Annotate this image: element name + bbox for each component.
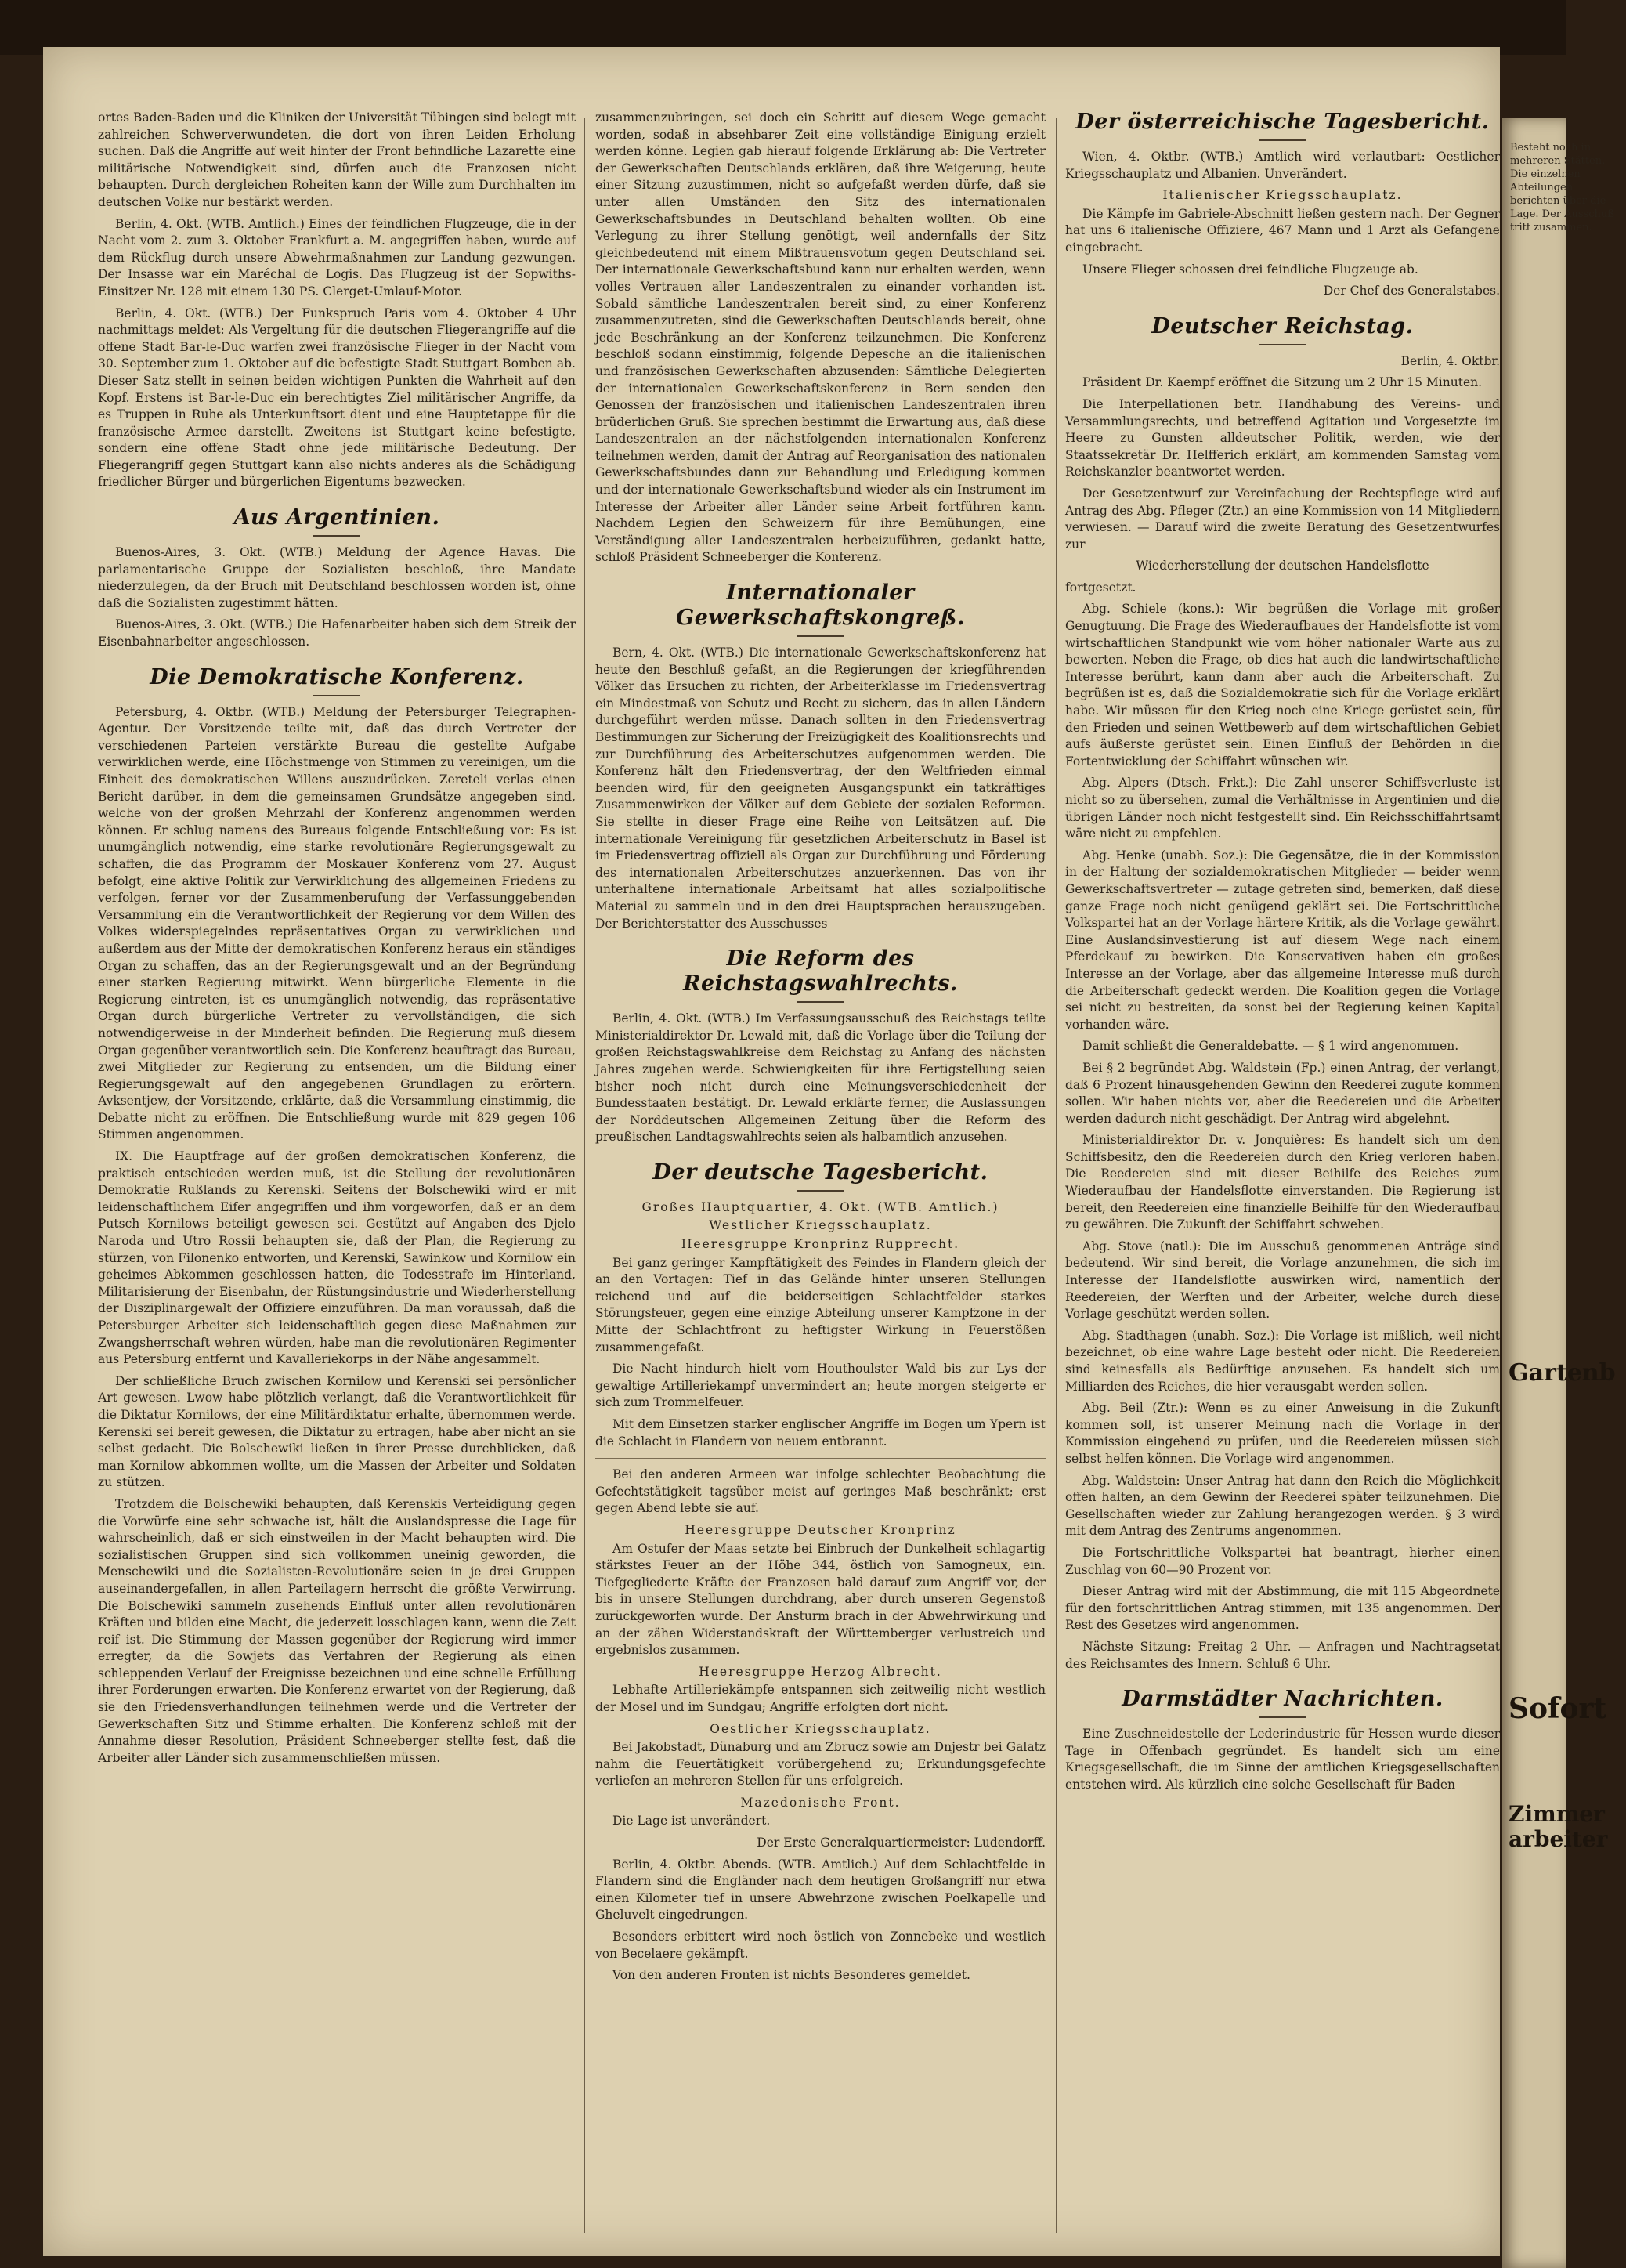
headline-reichstagswahlrecht: Die Reform des Reichstagswahlrechts. — [595, 946, 1046, 1003]
article-text: Der Gesetzentwurf zur Vereinfachung der Rechtspflege wird auf Antrag des Abg. Pfleger (Ztr.) an eine Kommission von 14 Mitgliedern verwiesen. — Darauf wird die zweite Beratung des Gesetzentwurfes zur — [1065, 486, 1500, 552]
subheading: Westlicher Kriegsschauplatz. — [709, 1218, 932, 1233]
subheading: Mazedonische Front. — [740, 1795, 901, 1810]
article-text: Bei § 2 begründet Abg. Waldstein (Fp.) einen Antrag, der verlangt, daß 6 Prozent hinausgehenden Gewinn den Reederei zugute kommen sollen. Wir haben nichts vor, aber die Reedereien und die Arbeiter werden dadurch nicht geschädigt. Der Antrag wird abgelehnt. — [1065, 1060, 1500, 1126]
adjacent-ad-heading: Gartenb — [1509, 1359, 1616, 1387]
adjacent-page-edge — [1502, 118, 1616, 2268]
signature: Der Chef des Generalstabes. — [1323, 284, 1500, 298]
column-rule-2 — [1056, 118, 1057, 2233]
article-text: Berlin, 4. Okt. (WTB. Amtlich.) Eines der feindlichen Flugzeuge, die in der Nacht vom 2. zum 3. Oktober Frankfurt a. M. angegriffen haben, wurde auf dem Rückflug durch unsere Abwehrmaßnahmen zur Landung gezwungen. Der Insasse war ein Maréchal de Logis. Das Flugzeug ist der Sopwiths-Einsitzer Nr. 128 mit einem 130 PS. Clerget-Umlauf-Motor. — [98, 216, 576, 298]
dateline: Großes Hauptquartier, 4. Okt. (WTB. Amtlich.) — [641, 1199, 999, 1214]
article-text: Trotzdem die Bolschewiki behaupten, daß Kerenskis Verteidigung gegen die Vorwürfe eine sehr schwache ist, hält die Auslandspresse die Lage für wahrscheinlich, daß er sich einstweilen in der Macht behaupten wird. Die sozialistischen Gruppen sind sich vollkommen uneinig geworden, die Menschewiki und die Sozialisten-Revolutionäre seien in je drei Gruppen auseinandergefallen, in allen Parteilagern herrscht die größte Verwirrung. Die Bolschewiki sammeln zusehends Einfluß unter allen revolutionären Kräften und bilden eine Macht, die jederzeit losschlagen kann, wenn die Zeit reif ist. Die Stimmung der Massen gegenüber der Regierung wird immer erregter, da die Sowjets das Verfahren der Regierung als einen schleppenden Verlauf der Ereignisse bezeichnen und eine schnelle Erfüllung ihrer Forderungen erwarten. Die Konferenz erwartet von der Regierung, daß sie den Friedensverhandlungen teilnehmen werde und die Vertreter der Gewerkschaften Sitz und Stimme erhalten. Die Konferenz schloß mit der Annahme dieser Resolution, Präsident Schneeberger stellte fest, daß die Arbeiter aller Länder sich zusammenschließen müssen. — [98, 1496, 576, 1765]
article-text: Abg. Beil (Ztr.): Wenn es zu einer Anweisung in die Zukunft kommen soll, ist unserer Meinung nach die Vorlage in der Kommission eingehend zu prüfen, und die Reedereien müssen sich selbst helfen können. Die Vorlage wird angenommen. — [1065, 1401, 1500, 1466]
article-text: Abg. Henke (unabh. Soz.): Die Gegensätze, die in der Kommission in der Haltung der sozialdemokratischen Mitglieder — beider wenn Gewerkschaftsvertreter — zutage getreten sind, bemerken, daß diese ganze Frage noch nicht genügend geklärt sei. Die Fortschrittliche Volkspartei hat an der Vorlage härtere Kritik, als die Vorlage gewährt. Eine Auslandsinvestierung ist auf diesem Wege nach einem Pferdekauf zu bewirken. Die Konservativen haben ein großes Interesse an der Vorlage, aber das allgemeine Interesse muß durch die Arbeiterschaft gedeckt werden. Die Koalition gegen die Vorlage sei nicht zu bestreiten, da sonst bei der Regierung keinen Kapital vorhanden wäre. — [1065, 848, 1500, 1032]
article-text: Dieser Antrag wird mit der Abstimmung, die mit 115 Abgeordnete für den fortschrittlichen Antrag stimmen, mit 135 angenommen. Der Rest des Gesetzes wird angenommen. — [1065, 1584, 1500, 1633]
article-text: Petersburg, 4. Oktbr. (WTB.) Meldung der Petersburger Telegraphen-Agentur. Der Vorsitzende teilte mit, daß das durch Vertreter der verschiedenen Parteien verstärkte Bureau die gestellte Aufgabe verwirklichen werde, eine Höchstmenge von Stimmen zu vereinigen, um die Einheit des demokratischen Willens auszudrücken. Zereteli verlas einen Bericht darüber, in dem die gemeinsamen Grundsätze angegeben sind, welche von der großen Mehrzahl der Konferenz angenommen werden können. Er schlug namens des Bureaus folgende Entschließung vor: Es ist unumgänglich notwendig, eine starke revolutionäre Regierungsgewalt zu schaffen, die das Programm der Moskauer Konferenz vom 27. August befolgt, eine aktive Politik zur Verwirklichung des allgemeinen Friedens zu verfolgen, ferner vor der Zusammenberufung der Verfassunggebenden Versammlung ein die Verantwortlichkeit der Regierung vor dem Willen des Volkes widerspiegelndes repräsentatives Organ zu verwirklichen und außerdem aus der Mitte der demokratischen Konferenz heraus ein ständiges Organ zu schaffen, das an der Regierungsgewalt und an der Begründung einer starken Regierung mitwirkt. Wenn bürgerliche Elemente in die Regierung eintreten, ist es unumgänglich notwendig, das repräsentative Organ durch bürgerliche Vertreter zu vervollständigen, die sich notwendigerweise in der Minderheit befinden. Die Regierung muß diesem Organ gegenüber verantwortlich sein. Die Konferenz beauftragt das Bureau, zwei Mitglieder zur Regierung zu entsenden, um die Bildung einer Regierungsgewalt auf den angegebenen Grundlagen zu erörtern. Avksentjew, der Vorsitzende, erklärte, daß die Versammlung einstimmig, die Debatte nicht zu eröffnen. Die Entschließung wurde mit 829 gegen 106 Stimmen angenommen. — [98, 704, 576, 1142]
dateline: Berlin, 4. Oktbr. — [1400, 353, 1500, 368]
article-text: Der schließliche Bruch zwischen Kornilow und Kerenski sei persönlicher Art gewesen. Lwow habe plötzlich verlangt, daß die Verantwortlichkeit für die Diktatur Kornilows, der eine Militärdiktatur erhalte, übernommen werde. Kerenski sei bereit gewesen, die Diktatur zu ertragen, habe aber nicht an sie selbst gedacht. Die Bolschewiki ließen in ihrer Presse durchblicken, daß man Kornilow abkommen wollte, um die Massen der Arbeiter und Soldaten zu stützen. — [98, 1373, 576, 1490]
article-text: Lebhafte Artilleriekämpfe entspannen sich zeitweilig nicht westlich der Mosel und im Sundgau; Angriffe erfolgten dort nicht. — [595, 1683, 1046, 1714]
article-text: Unsere Flieger schossen drei feindliche Flugzeuge ab. — [1082, 262, 1418, 277]
column-middle — [595, 110, 1046, 1989]
headline-deutscher-reichstag: Deutscher Reichstag. — [1065, 314, 1500, 345]
article-text: Von den anderen Fronten ist nichts Besonderes gemeldet. — [612, 1968, 970, 1983]
adjacent-ad-heading: Sofort — [1509, 1692, 1607, 1725]
subheading: Oestlicher Kriegsschauplatz. — [710, 1721, 931, 1736]
headline-deutscher-tagesbericht: Der deutsche Tagesbericht. — [595, 1160, 1046, 1192]
adjacent-page-text: Besteht noch in mehreren Stätten. Die einzelnen Abteilungen berichten über die Lage. Der Ausschuß tritt zusammen. — [1510, 142, 1614, 233]
column-left — [98, 110, 576, 1771]
article-text: Mit dem Einsetzen starker englischer Angriffe im Bogen um Ypern ist die Schlacht in Flandern von neuem entbrannt. — [595, 1417, 1046, 1449]
article-text: Ministerialdirektor Dr. v. Jonquières: Es handelt sich um den Schiffsbesitz, den die Reedereien durch den Krieg verloren haben. Die Reedereien sind mit dieser Beihilfe des Reiches zum Wiederaufbau der Handelsflotte einverstanden. Die Regierung ist bereit, den Reedereien eine finanzielle Beihilfe für den Wiederaufbau zu gewähren. Die Zukunft der Schiffahrt schweben. — [1065, 1133, 1500, 1232]
headline-gewerkschaftskongress: Internationaler Gewerkschaftskongreß. — [595, 581, 1046, 637]
article-text: Die Interpellationen betr. Handhabung des Vereins- und Versammlungsrechts, und betreffend Agitation und Vorgesetzte im Heere zu Gunsten alldeutscher Politik, werden, wie der Staatssekretär Dr. Helfferich erklärt, am kommenden Samstag vom Reichskanzler beantwortet werden. — [1065, 396, 1500, 479]
subheading: Wiederherstellung der deutschen Handelsflotte — [1136, 559, 1429, 573]
subheading: Heeresgruppe Deutscher Kronprinz — [685, 1522, 956, 1537]
article-text: Berlin, 4. Okt. (WTB.) Der Funkspruch Paris vom 4. Oktober 4 Uhr nachmittags meldet: Als Vergeltung für die deutschen Fliegerangriffe auf die offene Stadt Bar-le-Duc warfen zwei französische Flieger in der Nacht vom 30. September zum 1. Oktober auf die befestigte Stadt Stuttgart Bomben ab. Dieser Satz stellt in seinen beiden wichtigen Punkten die Wahrheit auf den Kopf. Erstens ist Bar-le-Duc ein berechtigtes Ziel militärischer Angriffe, da es Truppen in Ruhe als Unterkunftsort dient und eine Hauptetappe für die französische Armee darstellt. Zweitens ist Stuttgart keine befestigte, sondern eine offene Stadt ohne jede militärische Bedeutung. Der Fliegerangriff gegen Stuttgart kann also nichts anderes als die Schädigung friedlicher Bürger und bürgerlichen Eigentums bezwecken. — [98, 306, 576, 490]
article-text: zusammenzubringen, sei doch ein Schritt auf diesem Wege gemacht worden, sodaß in absehbarer Zeit eine vollständige Einigung erzielt werden könne. Legien gab hierauf folgende Erklärung ab: Die Vertreter der Gewerkschaften Deutschlands erklären, daß ihre Weigerung, heute einer Sitzung zuzustimmen, nicht so aufgefaßt werden dürfe, daß sie unter allen Umständen den Sitz des internationalen Gewerkschaftsbundes in Deutschland behalten wollten. Ob eine Verlegung zu ihrer Stellung genötigt, weil andernfalls der Sitz gleichbedeutend mit einem Mißtrauensvotum gegen Deutschland sei. Der internationale Gewerkschaftsbund kann nur erhalten werden, wenn volles Vertrauen aller Landeszentralen zu einander vorhanden ist. Sobald sämtliche Landeszentralen bereit sind, zu einer Konferenz zusammenzutreten, sind die Gewerkschaften Deutschlands bereit, ohne jede Beschränkung an der Konferenz teilzunehmen. Die Konferenz beschloß sodann einstimmig, folgende Depesche an die italienischen und französischen Gewerkschaften abzusenden: Sämtliche Delegierten der internationalen Gewerkschaftskonferenz in Bern senden den Genossen der französischen und italienischen Landeszentralen ihren brüderlichen Gruß. Sie sprechen bestimmt die Erwartung aus, daß diese Landeszentralen an der nächstfolgenden internationalen Konferenz teilnehmen werden, damit der Antrag auf Reorganisation des nationalen Gewerkschaftsbundes dann zur Behandlung und Erledigung kommen und der internationale Gewerkschaftsbund wieder als ein Instrument im Interesse der Arbeiter aller Länder seine Arbeit fortführen kann. Nachdem Legien den Schweizern für ihre Bemühungen, eine Verständigung aller Landeszentralen herbeizuführen, gedankt hatte, schloß Präsident Schneeberger die Konferenz. — [595, 110, 1046, 565]
article-text: Präsident Dr. Kaempf eröffnet die Sitzung um 2 Uhr 15 Minuten. — [1082, 375, 1483, 390]
subheading: Italienischer Kriegsschauplatz. — [1162, 188, 1403, 203]
article-text: Abg. Schiele (kons.): Wir begrüßen die Vorlage mit großer Genugtuung. Die Frage des Wiederaufbaues der Handelsflotte ist vom wirtschaftlichen Standpunkt wie vom höher nationaler Warte aus zu bewerten. Neben die Frage, ob dies hat auch die landwirtschaftliche Interesse berührt, kann dann aber auch die Arbeiterschaft. Zu begrüßen ist es, daß die Sozialdemokratie sich für die Vorlage erklärt habe. Wir müssen für den Krieg noch eine Kriege gerüstet sein, für den Frieden und seinen Wettbewerb auf dem wirtschaftlichen Gebiet aufs äußerste gerüstet sein. Einen Einfluß der Behörden in die Fortentwicklung der Schiffahrt wünschen wir. — [1065, 602, 1500, 769]
headline-oesterreichischer-tagesbericht: Der österreichische Tagesbericht. — [1065, 110, 1500, 141]
article-text: Abg. Stadthagen (unabh. Soz.): Die Vorlage ist mißlich, weil nicht bezeichnet, ob eine wahre Lage besteht oder nicht. Die Reedereien sind keinesfalls als Bedürftige anzusehen. Es handelt sich um Milliarden des Reiches, die hier verausgabt werden sollen. — [1065, 1328, 1500, 1394]
subheading: Heeresgruppe Herzog Albrecht. — [699, 1664, 942, 1679]
article-text: Berlin, 4. Oktbr. Abends. (WTB. Amtlich.) Auf dem Schlachtfelde in Flandern sind die Engländer nach dem heutigen Großangriff nur etwa einen Kilometer tief in unsere Abwehrzone zwischen Poelkapelle und Gheluvelt eingedrungen. — [595, 1857, 1046, 1923]
subheading: Heeresgruppe Kronprinz Rupprecht. — [681, 1237, 960, 1252]
headline-darmstaedter-nachrichten: Darmstädter Nachrichten. — [1065, 1687, 1500, 1718]
column-right — [1065, 110, 1500, 1798]
article-text: Bei Jakobstadt, Dünaburg und am Zbrucz sowie am Dnjestr bei Galatz nahm die Feuertätigkeit vorübergehend zu; Erkundungsgefechte verliefen an mehreren Stellen für uns erfolgreich. — [595, 1740, 1046, 1789]
article-text: Am Ostufer der Maas setzte bei Einbruch der Dunkelheit schlagartig stärkstes Feuer an der Höhe 344, östlich von Samogneux, ein. Tiefgegliederte Kräfte der Franzosen bald darauf zum Angriff vor, der bis in unsere Stellungen durchdrang, aber durch unseren Gegenstoß zurückgeworfen wurde. Der Ansturm brach in der Abwehrwirkung und an der zähen Widerstandskraft der Württemberger verlustreich und ergebnislos zusammen. — [595, 1541, 1046, 1658]
article-text: Wien, 4. Oktbr. (WTB.) Amtlich wird verlautbart: Oestlicher Kriegsschauplatz und Albanien. Unverändert. — [1065, 150, 1500, 181]
article-text: fortgesetzt. — [1065, 580, 1136, 595]
article-text: Die Kämpfe im Gabriele-Abschnitt ließen gestern nach. Der Gegner hat uns 6 italienische Offiziere, 467 Mann und 1 Arzt als Gefangene eingebracht. — [1065, 206, 1500, 255]
article-text: Buenos-Aires, 3. Okt. (WTB.) Die Hafenarbeiter haben sich dem Streik der Eisenbahnarbeiter angeschlossen. — [98, 617, 576, 649]
separator — [595, 1458, 1046, 1459]
article-text: Die Nacht hindurch hielt vom Houthoulster Wald bis zur Lys der gewaltige Artilleriekampf unvermindert an; heute morgen steigerte er sich zum Trommelfeuer. — [595, 1362, 1046, 1410]
adjacent-ad-heading: Zimmer arbeiter — [1509, 1801, 1608, 1852]
article-text: Bei den anderen Armeen war infolge schlechter Beobachtung die Gefechtstätigkeit tagsüber meist auf geringes Maß beschränkt; erst gegen Abend lebte sie auf. — [595, 1467, 1046, 1516]
article-text: Abg. Stove (natl.): Die im Ausschuß genommenen Anträge sind bedeutend. Wir sind bereit, die Vorlage anzunehmen, die sich im Interesse der Handelsflotte auswirken wird, namentlich der Reedereien, der Werften und der Arbeiter, welche durch diese Vorlage geschützt werden sollen. — [1065, 1239, 1500, 1322]
article-text: ortes Baden-Baden und die Kliniken der Universität Tübingen sind belegt mit zahlreichen Schwerverwundeten, die dort von ihren Leiden Erholung suchen. Daß die Angriffe auf weit hinter der Front befindliche Lazarette eine militärische Notwendigkeit sind, dürfen auch die Franzosen nicht behaupten. Durch dergleichen Roheiten kann der Wille zum Durchhalten im deutschen Volke nur bestärkt werden. — [98, 110, 576, 209]
article-text: Abg. Waldstein: Unser Antrag hat dann den Reich die Möglichkeit offen halten, an dem Gewinn der Reederei später teilzunehmen. Die Gesellschaften wieder zur Zahlung herangezogen werden. § 3 wird mit dem Antrag des Zentrums angenommen. — [1065, 1473, 1500, 1539]
article-text: Besonders erbittert wird noch östlich von Zonnebeke und westlich von Becelaere gekämpft. — [595, 1930, 1046, 1961]
headline-demokratische-konferenz: Die Demokratische Konferenz. — [98, 665, 576, 696]
article-text: Bern, 4. Okt. (WTB.) Die internationale Gewerkschaftskonferenz hat heute den Beschluß gefaßt, an die Regierungen der kriegführenden Völker das Ersuchen zu richten, der Arbeiterklasse im Friedensvertrag ein Mindestmaß von Schutz und Recht zu sichern, das in allen Ländern durchgeführt werden müsse. Danach sollten in den Friedensvertrag Bestimmungen zur Sicherung der Freizügigkeit des Koalitionsrechts und zur Durchführung des Arbeiterschutzes aufgenommen werden. Die Konferenz hält den Friedensvertrag, der den Weltfrieden einmal beenden wird, für den geeigneten Ausgangspunkt ein tatkräftiges Zusammenwirken der Völker auf dem Gebiete der sozialen Reformen. Sie stellte in dieser Frage eine Reihe von Leitsätzen auf. Die internationale Vereinigung für gesetzlichen Arbeiterschutz in Basel ist im Friedensvertrag offiziell als Organ zur Durchführung und Förderung des internationalen Arbeiterschutzes anzuerkennen. Das von ihr unterhaltene internationale Arbeitsamt hat alles sozialpolitische Material zu sammeln und in den drei Hauptsprachen herauszugeben. Der Berichterstatter des Ausschusses — [595, 646, 1046, 931]
column-rule-1 — [584, 118, 585, 2233]
article-text: Abg. Alpers (Dtsch. Frkt.): Die Zahl unserer Schiffsverluste ist nicht so zu übersehen, zumal die Verhältnisse in Argentinien und die übrigen Länder noch nicht festgestellt sind. Ein Reichsschiffahrtsamt wäre nicht zu empfehlen. — [1065, 776, 1500, 841]
article-text: Die Lage ist unverändert. — [612, 1814, 771, 1829]
article-text: Nächste Sitzung: Freitag 2 Uhr. — Anfragen und Nachtragsetat des Reichsamtes des Innern. Schluß 6 Uhr. — [1065, 1639, 1500, 1671]
article-text: Buenos-Aires, 3. Okt. (WTB.) Meldung der Agence Havas. Die parlamentarische Gruppe der Sozialisten beschloß, ihre Mandate niederzulegen, da der Bruch mit Deutschland beschlossen worden ist, ohne daß die Sozialisten zugestimmt hätten. — [98, 545, 576, 610]
article-text: Berlin, 4. Okt. (WTB.) Im Verfassungsausschuß des Reichstags teilte Ministerialdirektor Dr. Lewald mit, daß die Vorlage über die Teilung der großen Reichstagswahlkreise dem Reichstag zu Anfang des nächsten Jahres zugehen werde. Schwierigkeiten für ihre Fertigstellung seien bisher noch nicht durch eine Meinungsverschiedenheit der Bundesstaaten bestätigt. Dr. Lewald erklärte ferner, die Auslassungen der Norddeutschen Allgemeinen Zeitung über die Reform des preußischen Landtagswahlrechts seien als halbamtlich anzusehen. — [595, 1011, 1046, 1145]
article-text: Die Fortschrittliche Volkspartei hat beantragt, hierher einen Zuschlag von 60—90 Prozent vor. — [1065, 1545, 1500, 1577]
headline-argentinien: Aus Argentinien. — [98, 505, 576, 537]
signature: Der Erste Generalquartiermeister: Ludendorff. — [757, 1836, 1046, 1850]
article-text: Eine Zuschneidestelle der Lederindustrie für Hessen wurde dieser Tage in Offenbach gegründet. Es handelt sich um eine Kriegsgesellschaft, die im Sinne der amtlichen Kriegsgesellschaften entstehen wird. Als kürzlich eine solche Gesellschaft für Baden — [1065, 1727, 1500, 1792]
article-text: Bei ganz geringer Kampftätigkeit des Feindes in Flandern gleich der an den Vortagen: Tief in das Gelände hinter unseren Stellungen reichend und auf die beiderseitigen Schlachtfelder starkes Störungsfeuer, gegen eine einzige Abteilung unserer Kampfzone in der Mitte der Schlachtfront zu heftigster Wirkung in Feuerstößen zusammengefaßt. — [595, 1255, 1046, 1355]
article-text: IX. Die Hauptfrage auf der großen demokratischen Konferenz, die praktisch entschieden werden muß, ist die Stellung der revolutionären Demokratie Rußlands zu Kerenski. Seitens der Bolschewiki wird er mit leidenschaftlichem Eifer angegriffen und ihm vorgeworfen, daß er an dem Putsch Kornilows beteiligt gewesen sei. Gestützt auf Angaben des Djelo Naroda und Utro Rossii behaupten sie, daß der Plan, die Regierung zu stürzen, von Filonenko entworfen, und Kerenski, Sawinkow und Kornilow ein geheimes Abkommen geschlossen hatten, die Todesstrafe im Hinterland, Militarisierung der Eisenbahn, der Rüstungsindustrie und Wiederherstellung der Disziplinargewalt der Offiziere einzuführen. Da man voraussah, daß die Petersburger Arbeiter sich leidenschaftlich gegen diese Maßnahmen zur Zwangsherrschaft wehren würden, habe man die revolutionären Regimenter aus Petersburg entfernt und Kavalleriekorps in der Nähe angesammelt. — [98, 1149, 576, 1367]
article-text: Damit schließt die Generaldebatte. — § 1 wird angenommen. — [1082, 1039, 1459, 1054]
